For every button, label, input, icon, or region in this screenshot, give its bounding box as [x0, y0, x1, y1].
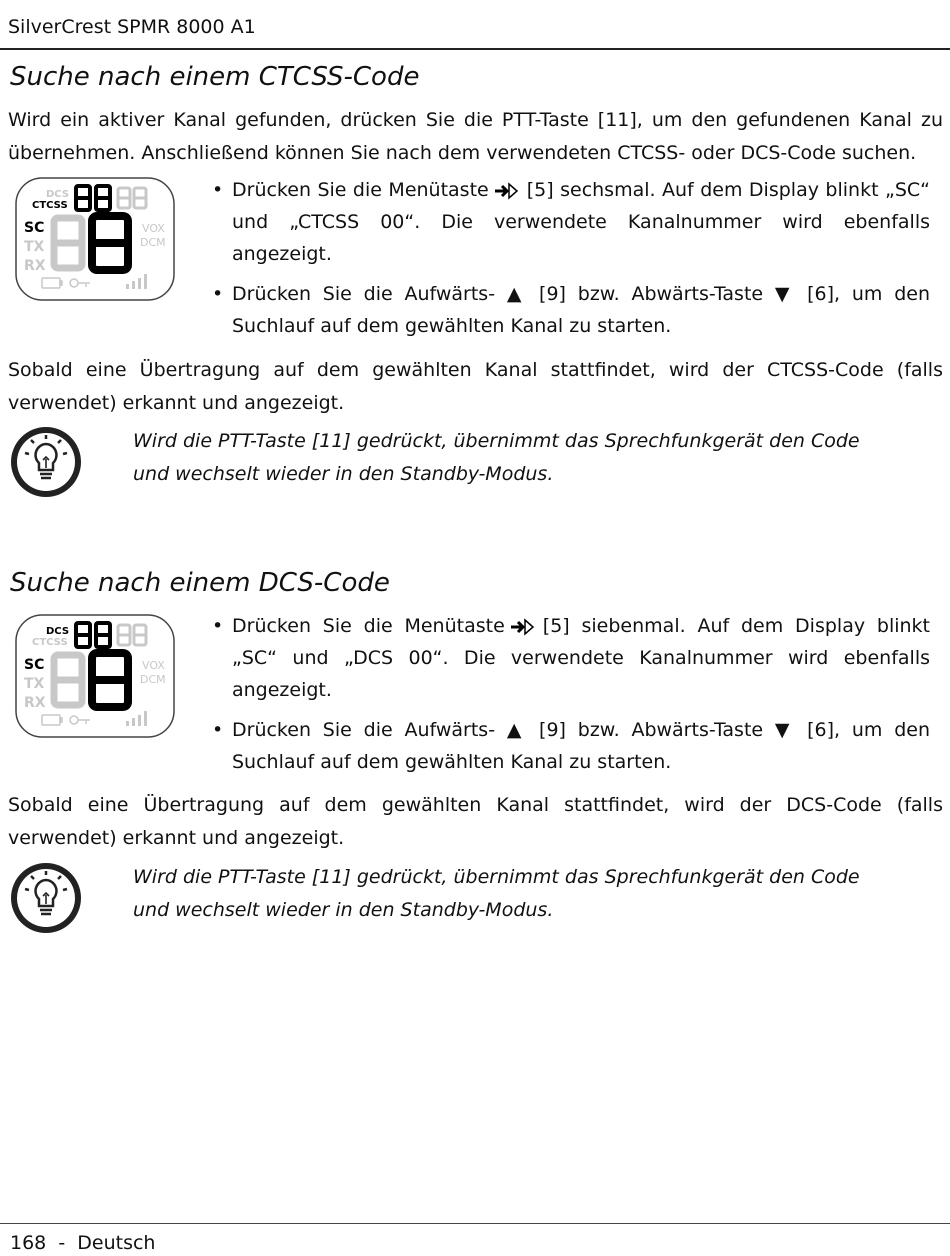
- bullet-list-dcs: [210, 610, 930, 786]
- lcd-display-ctcss-illustration: [14, 176, 176, 302]
- footer-divider: [0, 1223, 950, 1224]
- lcd-rx-label: RX: [24, 258, 46, 274]
- section-heading-ctcss: Suche nach einem CTCSS-Code: [10, 62, 420, 92]
- lcd-tx-label: TX: [24, 676, 45, 692]
- list-item: • Drücken Sie die Aufwärts- ▲ [9] bzw. Abwärts-Taste ▼ [6], um den Suchlauf auf dem gewählten Kanal zu starten.: [212, 283, 930, 337]
- result-paragraph-ctcss: Sobald eine Übertragung auf dem gewählten Kanal stattfindet, wird der CTCSS-Code (falls verwendet) erkannt und angezeigt.: [8, 359, 943, 414]
- tip-text-dcs: Wird die PTT-Taste [11] gedrückt, übernimmt das Sprechfunkgerät den Code und wechselt wieder in den Standby-Modus.: [133, 866, 860, 921]
- lcd-dcs-label: DCS: [46, 189, 70, 200]
- lcd-vox-label: VOX: [142, 659, 165, 672]
- header-divider: [0, 48, 950, 50]
- menu-key-icon: [493, 180, 523, 202]
- lcd-dcm-label: DCM: [140, 236, 166, 249]
- list-item: • Drücken Sie die Menütaste [5] siebenmal. Auf dem Display blinkt „SC“ und „DCS 00“. Die verwendete Kanalnummer wird ebenfalls angezeigt.: [212, 615, 931, 701]
- lcd-display-dcs-illustration: [14, 613, 176, 739]
- lightbulb-tip-icon: [8, 860, 84, 936]
- lcd-dcs-label: DCS: [46, 626, 70, 637]
- list-item: • Drücken Sie die Aufwärts- ▲ [9] bzw. Abwärts-Taste ▼ [6], um den Suchlauf auf dem gewählten Kanal zu starten.: [212, 719, 930, 773]
- section-heading-dcs: Suche nach einem DCS-Code: [10, 568, 390, 598]
- lcd-ctcss-label: CTCSS: [32, 200, 68, 211]
- lcd-vox-label: VOX: [142, 222, 165, 235]
- bullet-list-ctcss: [210, 174, 930, 350]
- lcd-sc-label: SC: [24, 220, 45, 236]
- page-header-title: SilverCrest SPMR 8000 A1: [8, 16, 256, 38]
- result-paragraph-dcs: Sobald eine Übertragung auf dem gewählten Kanal stattfindet, wird der DCS-Code (falls verwendet) erkannt und angezeigt.: [8, 794, 943, 849]
- lcd-tx-label: TX: [24, 239, 45, 255]
- lcd-sc-label: SC: [24, 657, 45, 673]
- lightbulb-tip-icon: [8, 424, 84, 500]
- lcd-rx-label: RX: [24, 695, 46, 711]
- menu-key-icon: [509, 616, 539, 638]
- tip-text-ctcss: Wird die PTT-Taste [11] gedrückt, übernimmt das Sprechfunkgerät den Code und wechselt wieder in den Standby-Modus.: [133, 430, 860, 485]
- lcd-dcm-label: DCM: [140, 673, 166, 686]
- page-footer: 168 - Deutsch: [10, 1232, 156, 1254]
- lcd-ctcss-label: CTCSS: [32, 637, 68, 648]
- intro-paragraph: Wird ein aktiver Kanal gefunden, drücken Sie die PTT-Taste [11], um den gefundenen Kanal zu übernehmen. Anschließend können Sie nach dem verwendeten CTCSS- oder DCS-Code suchen.: [8, 109, 943, 164]
- list-item: • Drücken Sie die Menütaste [5] sechsmal. Auf dem Display blinkt „SC“ und „CTCSS 00“. Die verwendete Kanalnummer wird ebenfalls angezeigt.: [212, 179, 930, 265]
